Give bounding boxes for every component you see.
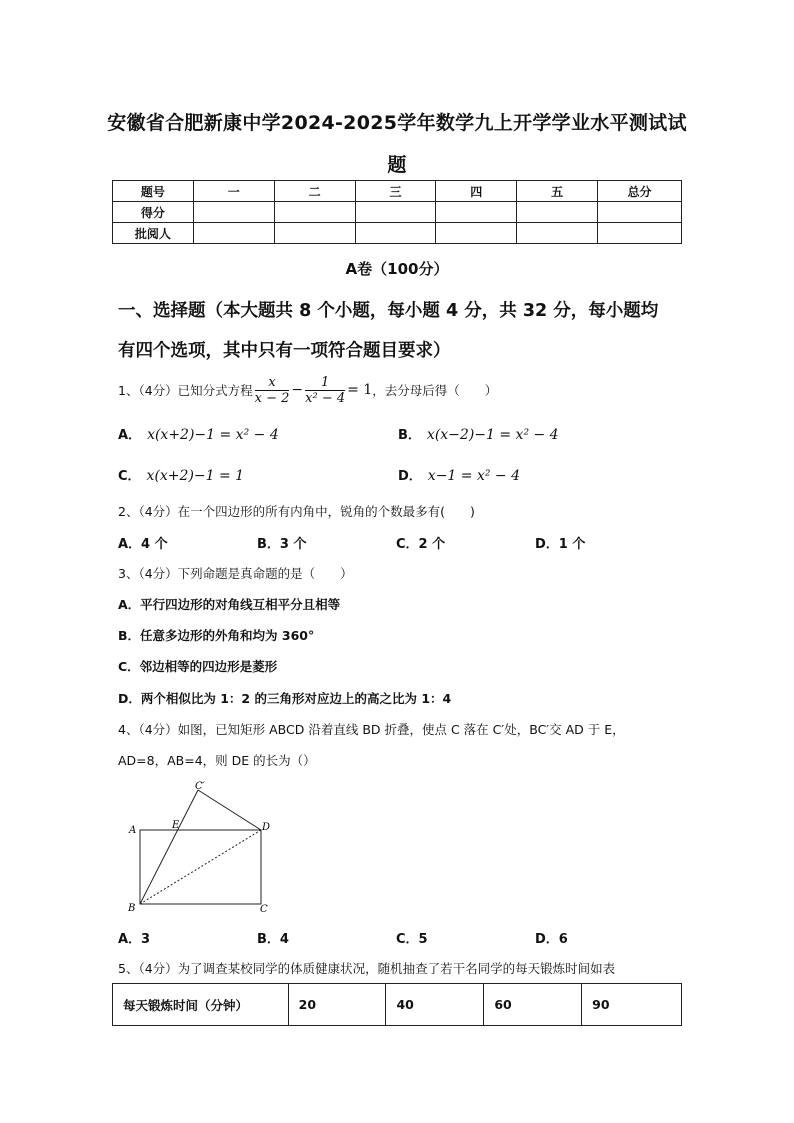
score-table-cell: 题号	[113, 181, 194, 202]
section-heading-line2: 有四个选项，其中只有一项符合题目要求）	[118, 341, 451, 361]
q4-option-d[interactable]: D．6	[535, 932, 568, 947]
q1-option-a[interactable]	[118, 424, 279, 443]
question-4-stem-line2: AD=8，AB=4，则 DE 的长为（）	[118, 753, 316, 768]
q4-option-a[interactable]: A．3	[118, 932, 151, 947]
q2-option-d[interactable]: D．1 个	[535, 537, 586, 552]
segment-bc-prime	[140, 790, 198, 904]
table-cell: 60	[484, 984, 582, 1026]
q1-prefix: 1、（4分）已知分式方程	[118, 383, 253, 398]
score-cell[interactable]	[517, 202, 598, 223]
q1-option-b-label: B．	[398, 428, 421, 443]
q1-option-b-expr: x(x−2)−1 = x² − 4	[426, 427, 559, 443]
table-cell: 90	[582, 984, 682, 1026]
table-cell: 40	[386, 984, 484, 1026]
table-row	[113, 984, 682, 1026]
q1-option-d-expr: x−1 = x² − 4	[427, 468, 521, 484]
score-table-cell: 三	[355, 181, 436, 202]
question-5-stem: 5、（4分）为了调查某校同学的体质健康状况，随机抽查了若干名同学的每天锻炼时间如表	[118, 961, 616, 976]
q3-option-b[interactable]: B．任意多边形的外角和均为 360°	[118, 628, 315, 643]
score-table-cell: 总分	[598, 181, 682, 202]
label-e: E	[172, 820, 180, 831]
q3-option-d[interactable]: D．两个相似比为 1：2 的三角形对应边上的高之比为 1：4	[118, 691, 452, 706]
score-cell[interactable]	[193, 223, 274, 244]
score-cell[interactable]	[193, 202, 274, 223]
score-table-cell: 一	[193, 181, 274, 202]
document-title-line2: 题	[387, 154, 407, 176]
score-cell[interactable]	[598, 202, 682, 223]
score-table-row-label: 得分	[113, 202, 194, 223]
score-cell[interactable]	[274, 202, 355, 223]
q3-option-a[interactable]: A．平行四边形的对角线互相平分且相等	[118, 597, 341, 612]
score-cell[interactable]	[436, 202, 517, 223]
table-cell: 20	[288, 984, 386, 1026]
label-b: B	[128, 903, 136, 914]
q1-option-a-label: A．	[118, 428, 142, 443]
q2-option-c[interactable]: C．2 个	[396, 537, 446, 552]
label-d: D	[262, 822, 271, 833]
score-table-row	[113, 223, 682, 244]
score-table-cell: 四	[436, 181, 517, 202]
score-table-row-label: 批阅人	[113, 223, 194, 244]
q4-rectangle-fold-figure	[118, 778, 288, 918]
question-1-stem	[118, 370, 497, 410]
score-cell[interactable]	[598, 223, 682, 244]
q1-fraction-2	[305, 375, 345, 406]
score-table	[112, 180, 682, 244]
q1-frac1-denominator: x − 2	[254, 390, 290, 406]
score-table-cell: 二	[274, 181, 355, 202]
question-3-stem: 3、（4分）下列命题是真命题的是（ ）	[118, 566, 353, 581]
table-cell: 每天锻炼时间（分钟）	[113, 984, 289, 1026]
label-c: C	[260, 904, 268, 915]
q1-option-c-expr: x(x+2)−1 = 1	[146, 468, 245, 484]
q1-frac2-denominator: x² − 4	[305, 390, 346, 406]
q1-option-a-expr: x(x+2)−1 = x² − 4	[147, 427, 279, 443]
section-heading-line1: 一、选择题（本大题共 8 个小题，每小题 4 分，共 32 分，每小题均	[118, 301, 659, 321]
q4-option-c[interactable]: C．5	[396, 932, 428, 947]
q1-option-b[interactable]	[398, 424, 559, 443]
q1-equals: = 1	[347, 382, 373, 398]
q1-option-d[interactable]	[398, 465, 520, 484]
q1-suffix: ，去分母后得（ ）	[372, 383, 498, 398]
score-table-cell: 五	[517, 181, 598, 202]
q3-option-c[interactable]: C．邻边相等的四边形是菱形	[118, 659, 278, 674]
q2-option-b[interactable]: B．3 个	[257, 537, 307, 552]
question-2-stem: 2、（4分）在一个四边形的所有内角中，锐角的个数最多有( )	[118, 504, 475, 519]
q2-option-a[interactable]: A．4 个	[118, 537, 168, 552]
q4-option-b[interactable]: B．4	[257, 932, 289, 947]
label-c-prime: C′	[195, 781, 205, 792]
q1-option-c[interactable]	[118, 465, 244, 484]
score-cell[interactable]	[436, 223, 517, 244]
score-cell[interactable]	[274, 223, 355, 244]
volume-label: A卷（100分）	[345, 260, 449, 278]
document-title-line1: 安徽省合肥新康中学2024-2025学年数学九上开学学业水平测试试	[107, 112, 687, 134]
q1-minus: −	[291, 382, 304, 398]
diagonal-bd	[140, 830, 261, 904]
score-cell[interactable]	[355, 202, 436, 223]
score-cell[interactable]	[517, 223, 598, 244]
segment-c-prime-d	[198, 790, 261, 830]
q1-frac2-numerator: 1	[305, 375, 345, 391]
score-cell[interactable]	[355, 223, 436, 244]
label-a: A	[129, 825, 137, 836]
score-table-header-row	[113, 181, 682, 202]
q1-fraction-1	[255, 375, 290, 406]
q1-option-c-label: C．	[118, 469, 141, 484]
question-4-stem-line1: 4、（4分）如图，已知矩形 ABCD 沿着直线 BD 折叠，使点 C 落在 C′处，BC′交 AD 于 E，	[118, 722, 625, 737]
q1-frac1-numerator: x	[255, 375, 290, 391]
q1-option-d-label: D．	[398, 469, 422, 484]
score-table-row	[113, 202, 682, 223]
exercise-time-table	[112, 983, 682, 1026]
